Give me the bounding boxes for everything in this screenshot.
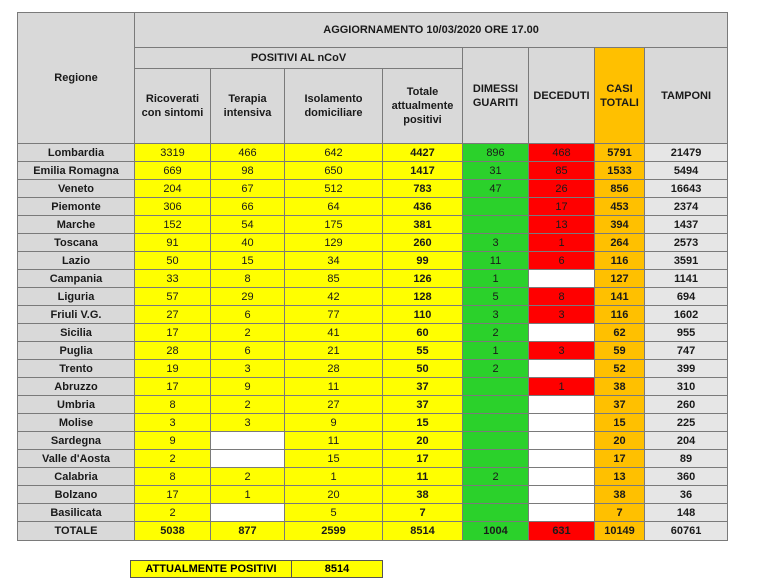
cell-casi: 116 (595, 252, 645, 270)
cell-totale-positivi: 20 (383, 432, 463, 450)
cell-totale-positivi: 60 (383, 324, 463, 342)
cell-casi: 20 (595, 432, 645, 450)
table-row (18, 468, 728, 486)
cell-casi: 52 (595, 360, 645, 378)
cell-dimessi: 11 (463, 252, 529, 270)
table-row (18, 324, 728, 342)
cell-casi: 38 (595, 486, 645, 504)
cell-totale-positivi: 17 (383, 450, 463, 468)
cell-deceduti: 1 (529, 234, 595, 252)
cell-isolamento: 11 (285, 378, 383, 396)
cell-ricoverati: 17 (135, 324, 211, 342)
cell-tamponi: 148 (645, 504, 728, 522)
table-row (18, 162, 728, 180)
cell-dimessi: 2 (463, 468, 529, 486)
cell-deceduti: 85 (529, 162, 595, 180)
cell-deceduti: 26 (529, 180, 595, 198)
cell-deceduti (529, 468, 595, 486)
cell-regione: Veneto (18, 180, 135, 198)
total-terapia: 877 (211, 522, 285, 541)
cell-casi: 62 (595, 324, 645, 342)
cell-terapia (211, 432, 285, 450)
cell-ricoverati: 8 (135, 396, 211, 414)
cell-totale-positivi: 15 (383, 414, 463, 432)
cell-terapia: 6 (211, 342, 285, 360)
cell-terapia: 2 (211, 396, 285, 414)
cell-ricoverati: 3319 (135, 144, 211, 162)
cell-tamponi: 1602 (645, 306, 728, 324)
cell-regione: Bolzano (18, 486, 135, 504)
cell-isolamento: 9 (285, 414, 383, 432)
cell-regione: Calabria (18, 468, 135, 486)
cell-isolamento: 175 (285, 216, 383, 234)
cell-terapia: 6 (211, 306, 285, 324)
table-row (18, 270, 728, 288)
cell-terapia (211, 450, 285, 468)
cell-regione: Friuli V.G. (18, 306, 135, 324)
cell-deceduti: 17 (529, 198, 595, 216)
cell-regione: Sicilia (18, 324, 135, 342)
cell-tamponi: 2573 (645, 234, 728, 252)
cell-deceduti (529, 396, 595, 414)
cell-deceduti: 468 (529, 144, 595, 162)
cell-isolamento: 642 (285, 144, 383, 162)
cell-dimessi (463, 432, 529, 450)
cell-tamponi: 955 (645, 324, 728, 342)
cell-deceduti (529, 432, 595, 450)
cell-totale-positivi: 436 (383, 198, 463, 216)
table-row (18, 414, 728, 432)
cell-ricoverati: 2 (135, 504, 211, 522)
cell-deceduti: 8 (529, 288, 595, 306)
cell-isolamento: 21 (285, 342, 383, 360)
cell-tamponi: 36 (645, 486, 728, 504)
cell-tamponi: 5494 (645, 162, 728, 180)
cell-casi: 394 (595, 216, 645, 234)
header-ricoverati: Ricoverati con sintomi (135, 69, 211, 144)
cell-terapia: 9 (211, 378, 285, 396)
cell-isolamento: 27 (285, 396, 383, 414)
data-table-container (17, 12, 728, 541)
cell-regione: Lombardia (18, 144, 135, 162)
cell-ricoverati: 50 (135, 252, 211, 270)
cell-dimessi: 3 (463, 306, 529, 324)
cell-totale-positivi: 11 (383, 468, 463, 486)
cell-ricoverati: 9 (135, 432, 211, 450)
total-isolamento: 2599 (285, 522, 383, 541)
cell-totale-positivi: 55 (383, 342, 463, 360)
cell-regione: Lazio (18, 252, 135, 270)
cell-regione: Liguria (18, 288, 135, 306)
cell-regione: Basilicata (18, 504, 135, 522)
cell-totale-positivi: 37 (383, 378, 463, 396)
cell-ricoverati: 19 (135, 360, 211, 378)
table-row (18, 360, 728, 378)
summary-value: 8514 (292, 561, 383, 578)
cell-dimessi (463, 216, 529, 234)
covid-table (17, 12, 728, 541)
cell-ricoverati: 27 (135, 306, 211, 324)
cell-ricoverati: 306 (135, 198, 211, 216)
cell-deceduti (529, 414, 595, 432)
cell-ricoverati: 8 (135, 468, 211, 486)
cell-tamponi: 89 (645, 450, 728, 468)
cell-ricoverati: 669 (135, 162, 211, 180)
cell-regione: Puglia (18, 342, 135, 360)
cell-dimessi: 5 (463, 288, 529, 306)
cell-casi: 59 (595, 342, 645, 360)
cell-isolamento: 5 (285, 504, 383, 522)
cell-casi: 1533 (595, 162, 645, 180)
cell-regione: Marche (18, 216, 135, 234)
cell-isolamento: 1 (285, 468, 383, 486)
cell-terapia: 15 (211, 252, 285, 270)
cell-tamponi: 360 (645, 468, 728, 486)
cell-deceduti (529, 504, 595, 522)
cell-dimessi: 2 (463, 360, 529, 378)
cell-terapia: 54 (211, 216, 285, 234)
table-row (18, 234, 728, 252)
cell-totale-positivi: 126 (383, 270, 463, 288)
cell-casi: 141 (595, 288, 645, 306)
cell-totale-positivi: 128 (383, 288, 463, 306)
cell-regione: Sardegna (18, 432, 135, 450)
cell-tamponi: 747 (645, 342, 728, 360)
cell-isolamento: 42 (285, 288, 383, 306)
cell-dimessi (463, 450, 529, 468)
cell-casi: 116 (595, 306, 645, 324)
total-label: TOTALE (18, 522, 135, 541)
cell-casi: 37 (595, 396, 645, 414)
cell-dimessi (463, 198, 529, 216)
header-deceduti: DECEDUTI (529, 48, 595, 144)
table-row (18, 306, 728, 324)
cell-terapia: 98 (211, 162, 285, 180)
cell-isolamento: 15 (285, 450, 383, 468)
cell-dimessi (463, 378, 529, 396)
header-dimessi: DIMESSI GUARITI (463, 48, 529, 144)
cell-isolamento: 129 (285, 234, 383, 252)
cell-totale-positivi: 110 (383, 306, 463, 324)
cell-isolamento: 85 (285, 270, 383, 288)
table-row (18, 504, 728, 522)
total-deceduti: 631 (529, 522, 595, 541)
total-dimessi: 1004 (463, 522, 529, 541)
cell-terapia: 66 (211, 198, 285, 216)
cell-terapia: 1 (211, 486, 285, 504)
cell-isolamento: 512 (285, 180, 383, 198)
cell-casi: 856 (595, 180, 645, 198)
table-row (18, 432, 728, 450)
header-regione: Regione (18, 13, 135, 144)
table-row (18, 486, 728, 504)
cell-deceduti (529, 270, 595, 288)
cell-totale-positivi: 99 (383, 252, 463, 270)
cell-isolamento: 77 (285, 306, 383, 324)
cell-tamponi: 1141 (645, 270, 728, 288)
cell-dimessi: 2 (463, 324, 529, 342)
cell-terapia: 40 (211, 234, 285, 252)
cell-regione: Abruzzo (18, 378, 135, 396)
summary-box (130, 560, 383, 578)
cell-totale-positivi: 783 (383, 180, 463, 198)
cell-dimessi (463, 504, 529, 522)
cell-ricoverati: 204 (135, 180, 211, 198)
cell-dimessi: 1 (463, 270, 529, 288)
cell-deceduti: 6 (529, 252, 595, 270)
table-row (18, 180, 728, 198)
header-totale-positivi: Totale attualmente positivi (383, 69, 463, 144)
cell-deceduti (529, 324, 595, 342)
table-row (18, 198, 728, 216)
cell-ricoverati: 17 (135, 378, 211, 396)
cell-tamponi: 225 (645, 414, 728, 432)
cell-regione: Campania (18, 270, 135, 288)
cell-ricoverati: 57 (135, 288, 211, 306)
cell-terapia: 29 (211, 288, 285, 306)
cell-isolamento: 20 (285, 486, 383, 504)
table-title: AGGIORNAMENTO 10/03/2020 ORE 17.00 (135, 13, 728, 48)
cell-dimessi: 31 (463, 162, 529, 180)
cell-ricoverati: 2 (135, 450, 211, 468)
cell-ricoverati: 152 (135, 216, 211, 234)
cell-tamponi: 3591 (645, 252, 728, 270)
cell-regione: Piemonte (18, 198, 135, 216)
cell-regione: Molise (18, 414, 135, 432)
table-row (18, 450, 728, 468)
cell-totale-positivi: 1417 (383, 162, 463, 180)
cell-tamponi: 694 (645, 288, 728, 306)
table-row (18, 342, 728, 360)
cell-casi: 5791 (595, 144, 645, 162)
cell-dimessi: 1 (463, 342, 529, 360)
cell-isolamento: 41 (285, 324, 383, 342)
cell-dimessi (463, 414, 529, 432)
total-totale-positivi: 8514 (383, 522, 463, 541)
cell-totale-positivi: 50 (383, 360, 463, 378)
header-isolamento: Isolamento domiciliare (285, 69, 383, 144)
cell-casi: 15 (595, 414, 645, 432)
cell-regione: Trento (18, 360, 135, 378)
table-row (18, 396, 728, 414)
cell-terapia: 8 (211, 270, 285, 288)
cell-casi: 7 (595, 504, 645, 522)
cell-casi: 17 (595, 450, 645, 468)
total-casi: 10149 (595, 522, 645, 541)
cell-casi: 38 (595, 378, 645, 396)
total-ricoverati: 5038 (135, 522, 211, 541)
cell-ricoverati: 17 (135, 486, 211, 504)
cell-ricoverati: 28 (135, 342, 211, 360)
cell-tamponi: 16643 (645, 180, 728, 198)
cell-dimessi (463, 396, 529, 414)
cell-regione: Umbria (18, 396, 135, 414)
cell-isolamento: 28 (285, 360, 383, 378)
cell-tamponi: 310 (645, 378, 728, 396)
cell-dimessi: 3 (463, 234, 529, 252)
cell-tamponi: 1437 (645, 216, 728, 234)
cell-isolamento: 64 (285, 198, 383, 216)
cell-casi: 13 (595, 468, 645, 486)
cell-tamponi: 204 (645, 432, 728, 450)
cell-deceduti: 1 (529, 378, 595, 396)
cell-dimessi (463, 486, 529, 504)
cell-ricoverati: 3 (135, 414, 211, 432)
cell-tamponi: 399 (645, 360, 728, 378)
cell-deceduti (529, 360, 595, 378)
cell-totale-positivi: 381 (383, 216, 463, 234)
header-tamponi: TAMPONI (645, 48, 728, 144)
header-terapia: Terapia intensiva (211, 69, 285, 144)
cell-totale-positivi: 7 (383, 504, 463, 522)
table-row (18, 288, 728, 306)
cell-regione: Emilia Romagna (18, 162, 135, 180)
cell-casi: 264 (595, 234, 645, 252)
cell-tamponi: 260 (645, 396, 728, 414)
cell-terapia: 67 (211, 180, 285, 198)
cell-deceduti: 3 (529, 306, 595, 324)
cell-terapia: 466 (211, 144, 285, 162)
cell-casi: 127 (595, 270, 645, 288)
cell-deceduti: 3 (529, 342, 595, 360)
cell-regione: Valle d'Aosta (18, 450, 135, 468)
cell-tamponi: 21479 (645, 144, 728, 162)
cell-isolamento: 650 (285, 162, 383, 180)
table-row (18, 144, 728, 162)
cell-dimessi: 896 (463, 144, 529, 162)
cell-totale-positivi: 4427 (383, 144, 463, 162)
cell-dimessi: 47 (463, 180, 529, 198)
summary-label: ATTUALMENTE POSITIVI (131, 561, 292, 578)
cell-totale-positivi: 38 (383, 486, 463, 504)
cell-terapia (211, 504, 285, 522)
total-tamponi: 60761 (645, 522, 728, 541)
cell-isolamento: 34 (285, 252, 383, 270)
cell-tamponi: 2374 (645, 198, 728, 216)
cell-ricoverati: 91 (135, 234, 211, 252)
table-row (18, 252, 728, 270)
cell-regione: Toscana (18, 234, 135, 252)
cell-deceduti (529, 450, 595, 468)
table-row (18, 216, 728, 234)
cell-isolamento: 11 (285, 432, 383, 450)
cell-ricoverati: 33 (135, 270, 211, 288)
cell-deceduti: 13 (529, 216, 595, 234)
header-casi: CASI TOTALI (595, 48, 645, 144)
cell-terapia: 3 (211, 360, 285, 378)
cell-deceduti (529, 486, 595, 504)
cell-terapia: 3 (211, 414, 285, 432)
cell-terapia: 2 (211, 324, 285, 342)
cell-casi: 453 (595, 198, 645, 216)
cell-terapia: 2 (211, 468, 285, 486)
total-row (18, 522, 728, 541)
cell-totale-positivi: 37 (383, 396, 463, 414)
cell-totale-positivi: 260 (383, 234, 463, 252)
header-positivi-group: POSITIVI AL nCoV (135, 48, 463, 69)
table-row (18, 378, 728, 396)
